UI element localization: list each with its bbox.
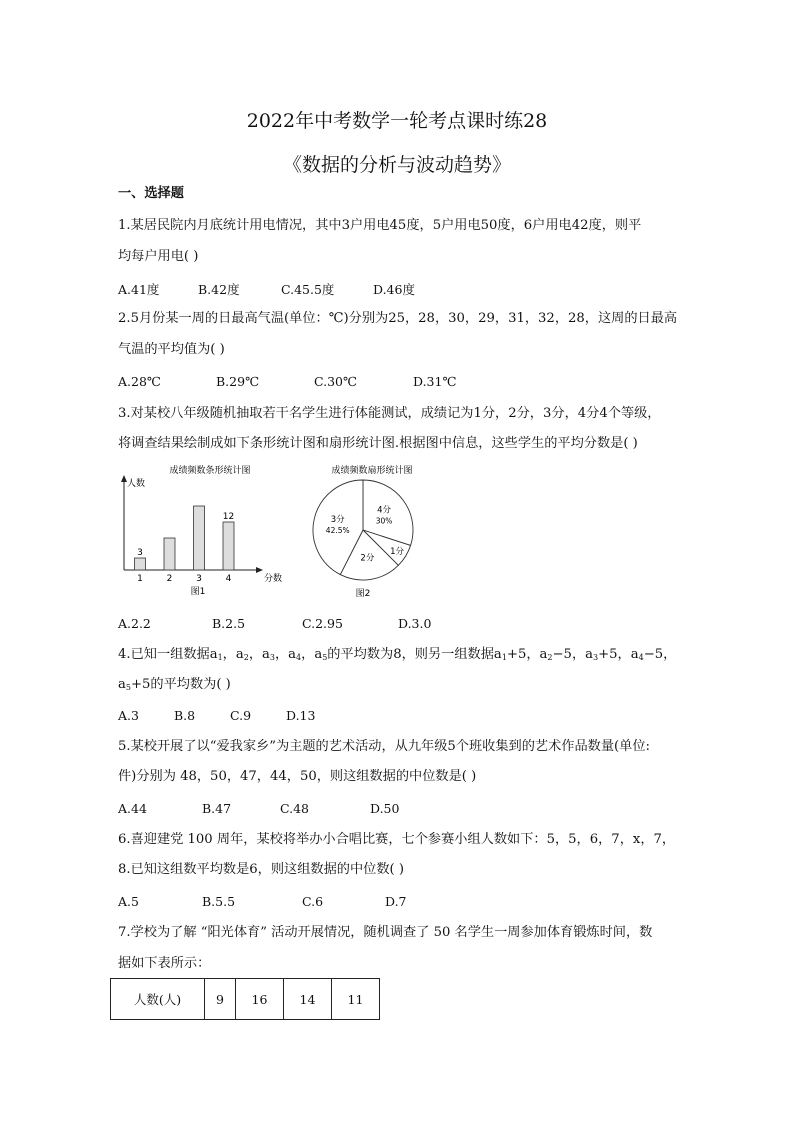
table-header-cell: 人数(人) [111,979,205,1020]
option-d[interactable]: D.3.0 [398,616,432,631]
table-cell: 14 [284,979,332,1020]
option-c[interactable]: C.48 [280,801,309,816]
bar-1 [135,558,146,570]
option-a[interactable]: A.28℃ [118,374,161,389]
question-4-line-2: $a_5+5$的平均数为( ) [118,677,231,692]
question-5-line-2: 件)分别为 48，50，47，44，50，则这组数据的中位数是( ) [118,769,477,784]
table-row [111,979,380,1020]
option-b[interactable]: B.42度 [198,282,240,297]
question-7-line-1: 7.学校为了解 “阳光体育” 活动开展情况，随机调查了 50 名学生一周参加体育锻炼时间，数 [118,925,653,940]
option-a[interactable]: A.2.2 [118,616,151,631]
bar-4 [223,522,234,570]
option-b[interactable]: B.29℃ [216,374,260,389]
bar-chart-title: 成绩频数条形统计图 [169,466,251,476]
figure-2-caption: 图2 [355,589,371,599]
question-6-line-1: 6.喜迎建党 100 周年，某校将举办小合唱比赛，七个参赛小组人数如下：5，5，6，7，x，7， [118,832,676,847]
figures [110,460,430,605]
question-1-line-1: 1.某居民院内月底统计用电情况，其中3户用电45度，5户用电50度，6户用电42度，则平 [118,218,642,233]
question-3-line-1: 3.对某校八年级随机抽取若干名学生进行体能测试，成绩记为1分，2分，3分，4分4个等级， [118,406,661,421]
question-1-line-2: 均每户用电( ) [118,249,199,264]
option-b[interactable]: B.8 [174,708,196,723]
option-c[interactable]: C.45.5度 [281,282,335,297]
option-d[interactable]: D.31℃ [413,374,457,389]
page-title: 2022年中考数学一轮考点课时练28 [246,110,548,132]
table-cell: 9 [205,979,236,1020]
bar-value-label: 12 [222,512,235,522]
option-d[interactable]: D.50 [370,801,400,816]
option-c[interactable]: C.30℃ [314,374,357,389]
option-b[interactable]: B.2.5 [212,616,246,631]
figure-1-caption: 图1 [190,587,206,597]
bar-2 [164,538,175,570]
frequency-table [110,978,380,1020]
x-axis-label: 分数 [264,574,283,584]
option-c[interactable]: C.2.95 [302,616,343,631]
pie-slice-label: 3分 [330,514,345,525]
table-cell: 16 [236,979,284,1020]
question-2-line-2: 气温的平均值为( ) [118,342,225,357]
question-2-line-1: 2.5月份某一周的日最高气温(单位：℃)分别为25，28，30，29，31，32，28，这周的日最高 [118,311,678,326]
section-heading: 一、选择题 [118,186,184,201]
table-cell: 11 [332,979,380,1020]
x-axis-arrow [256,567,263,573]
bar-3 [194,506,205,570]
question-4-line-1: 4.已知一组数据$a_1$，$a_2$，$a_3$，$a_4$，$a_5$的平均数为8，则另一组数据$a_1+5$，$a_2-5$，$a_3+5$，$a_4-5$， [118,647,677,662]
option-b[interactable]: B.47 [202,801,232,816]
option-d[interactable]: D.7 [385,894,407,909]
option-c[interactable]: C.6 [302,894,324,909]
option-a[interactable]: A.5 [118,894,139,909]
option-b[interactable]: B.5.5 [202,894,236,909]
option-a[interactable]: A.44 [118,801,147,816]
option-c[interactable]: C.9 [230,708,252,723]
option-a[interactable]: A.3 [118,708,139,723]
pie-slice-percent: 42.5% [325,525,350,535]
pie-slice-label: 1分 [390,546,405,557]
pie-slice-label: 4分 [377,505,391,516]
question-7-line-2: 据如下表所示： [118,956,211,971]
question-3-line-2: 将调查结果绘制成如下条形统计图和扇形统计图.根据图中信息，这些学生的平均分数是( ) [118,436,638,451]
pie-slice-label: 2分 [360,553,375,564]
x-tick-label: 2 [166,574,173,584]
x-tick-label: 1 [137,574,143,584]
pie-chart-title: 成绩频数扇形统计图 [331,466,413,476]
x-tick-label: 3 [196,574,202,584]
question-6-line-2: 8.已知这组数平均数是6，则这组数据的中位数( ) [118,862,405,877]
option-d[interactable]: D.13 [286,708,316,723]
question-5-line-1: 5.某校开展了以“爱我家乡”为主题的艺术活动，从九年级5个班收集到的艺术作品数量(单位: [118,739,650,754]
bar-value-label: 3 [137,548,143,558]
pie-slice-percent: 30% [375,516,393,526]
y-axis-label: 人数 [127,479,146,489]
x-tick-label: 4 [225,574,232,584]
option-d[interactable]: D.46度 [373,282,415,297]
option-a[interactable]: A.41度 [118,282,160,297]
page-subtitle: 《数据的分析与波动趋势》 [282,154,511,176]
